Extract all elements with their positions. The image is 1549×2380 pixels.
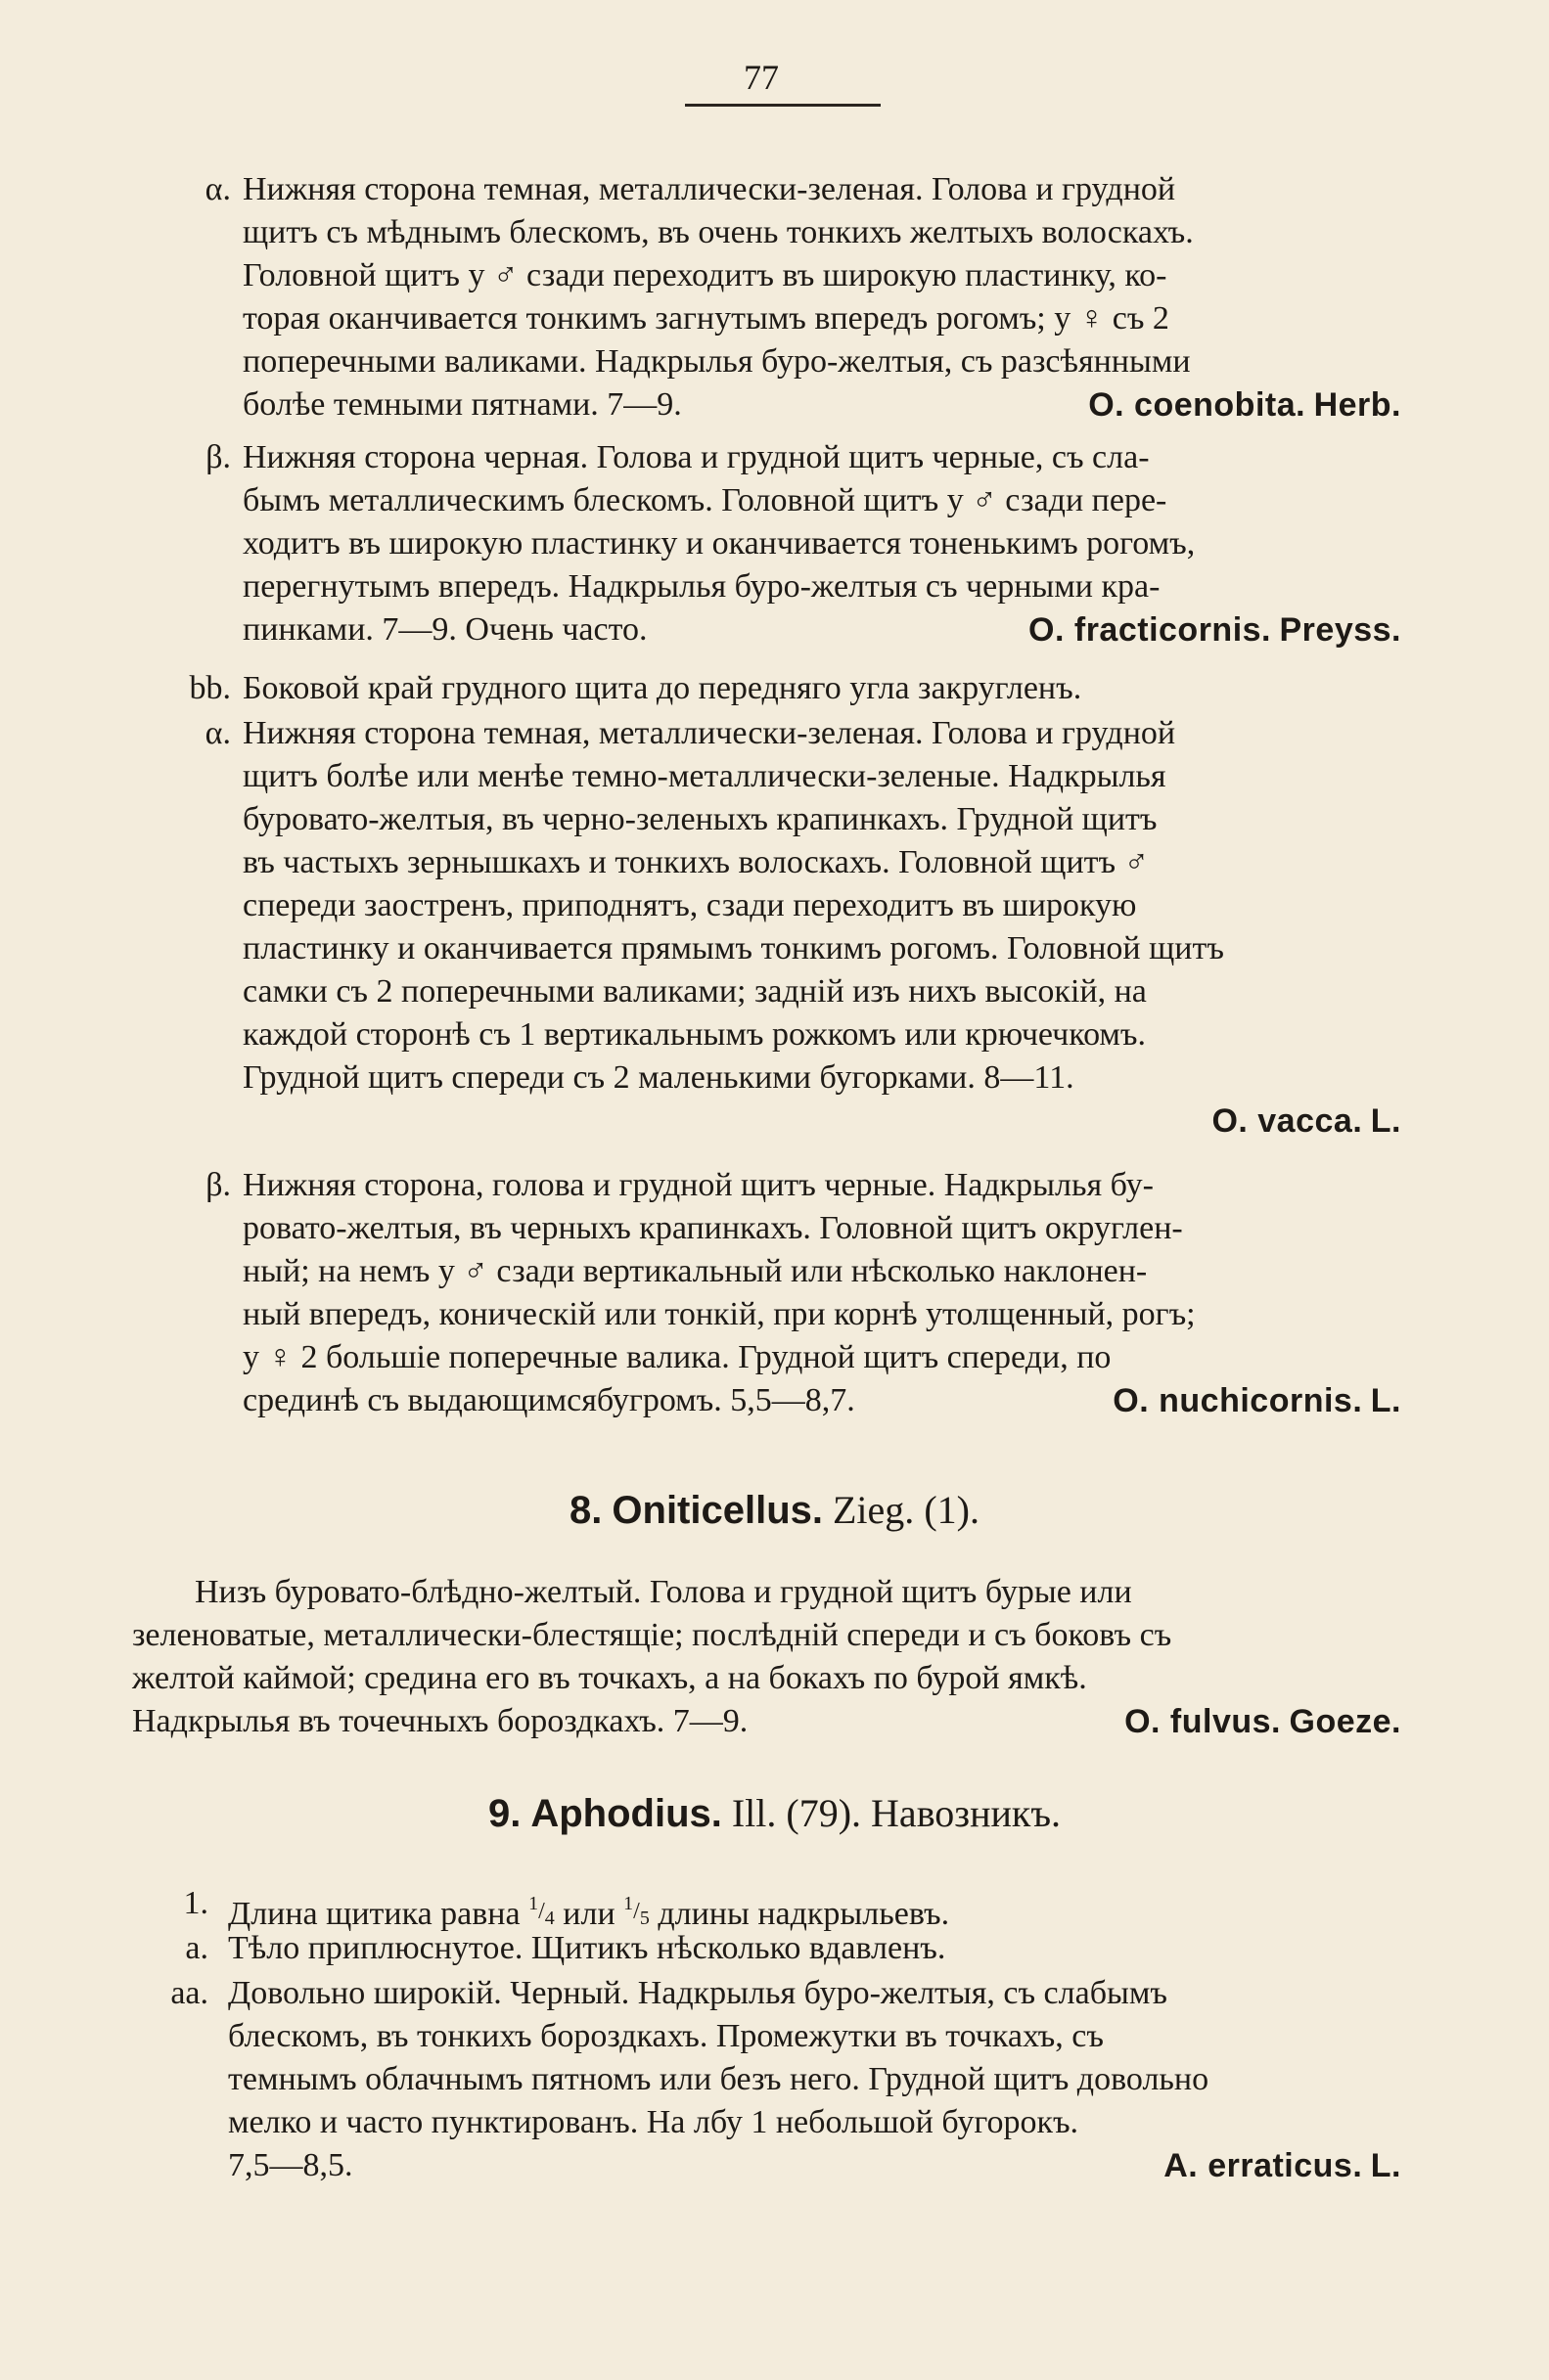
genus-name: Aphodius. [530,1792,722,1835]
text-line: Боковой край грудного щита до передняго угла закругленъ. [243,670,1082,706]
species-name: O. coenobita. Herb. [1088,386,1401,424]
vernacular-name: Навозникъ. [871,1791,1062,1835]
species-count: (1). [924,1488,980,1532]
key-step-aa [170,1972,1401,2188]
genus-heading-aphodius [0,1790,1549,1836]
couplet-beta-nuchicornis [205,1164,1401,1423]
text-line: мелко и часто пунктированъ. На лбу 1 небольшой бугорокъ. [228,2104,1079,2140]
couplet-alpha-vacca [205,712,1401,1144]
genus-author: Zieg. [833,1488,915,1532]
couplet-marker: α. [205,715,231,751]
text-line: 7,5—8,5. [228,2147,353,2183]
text-line: пинками. 7—9. Очень часто. [243,611,648,648]
key-step-a [185,1927,1401,1970]
text-line: срединѣ съ выдающимсябугромъ. 5,5—8,7. [243,1382,855,1418]
text-line: Нижняя сторона черная. Голова и грудной щитъ черные, съ сла- [243,439,1150,475]
text-line: у ♀ 2 большiе поперечные валика. Грудной щитъ спереди, по [243,1339,1112,1375]
text-line: Грудной щитъ спереди съ 2 маленькими бугорками. 8—11. [243,1059,1074,1096]
species-count: (79). [786,1791,862,1835]
couplet-ending [132,1700,1401,1744]
text-line: спереди заостренъ, приподнятъ, сзади переходитъ въ широкую [243,887,1137,923]
page-number: 77 [744,58,779,97]
text-line: зеленоватые, металлически-блестящiе; послѣднiй спереди и съ боковъ съ [132,1617,1172,1653]
species-name: A. erraticus. L. [1163,2147,1401,2184]
text-line: ходитъ въ широкую пластинку и оканчивается тоненькимъ рогомъ, [243,525,1196,561]
couplet-ending [228,2144,1401,2188]
text-line: Довольно широкiй. Черный. Надкрылья буро-желтыя, съ слабымъ [228,1975,1167,2011]
species-name: O. vacca. L. [1211,1102,1401,1140]
text-line: Нижняя сторона темная, металлически-зеленая. Голова и грудной [243,715,1176,751]
couplet-bb [189,667,1401,710]
species-name: O. fracticornis. Preyss. [1028,611,1401,649]
text-line: самки съ 2 поперечными валиками; заднiй изъ нихъ высокiй, на [243,973,1147,1010]
genus-number: 8. [569,1489,603,1532]
text-line: торая оканчивается тонкимъ загнутымъ впередъ рогомъ; у ♀ съ 2 [243,300,1169,337]
genus-description-oniticellus [132,1571,1401,1744]
text-line: Тѣло приплюснутое. Щитикъ нѣсколько вдавленъ. [228,1930,946,1966]
text-line: пластинку и оканчивается прямымъ тонкимъ рогомъ. Головной щитъ [243,930,1224,966]
couplet-marker: bb. [189,670,231,706]
text-line: темнымъ облачнымъ пятномъ или безъ него. Грудной щитъ довольно [228,2061,1209,2097]
couplet-ending [243,1379,1401,1423]
couplet-marker: β. [205,439,231,475]
fraction: $^1/_4$ [528,1893,555,1929]
couplet-marker: β. [205,1167,231,1203]
species-name: O. nuchicornis. L. [1113,1382,1401,1419]
text-line: ный; на немъ у ♂ сзади вертикальный или нѣсколько наклонен- [243,1253,1148,1289]
key-marker: a. [185,1930,208,1966]
fraction: $^1/_5$ [623,1893,650,1929]
text-line: Длина щитика равна $^1/_4$ или $^1/_5$ длины надкрыльевъ. [228,1893,950,1932]
text-line: ный впередъ, коническiй или тонкiй, при корнѣ утолщенный, рогъ; [243,1296,1196,1332]
genus-author: Ill. [731,1791,777,1835]
couplet-alpha-coenobita [205,168,1401,427]
text-line: щитъ болѣе или менѣе темно-металлически-зеленые. Надкрылья [243,758,1166,794]
species-name: O. fulvus. Goeze. [1124,1703,1401,1740]
text-line: щитъ съ мѣднымъ блескомъ, въ очень тонкихъ желтыхъ волоскахъ. [243,214,1194,250]
couplet-marker: α. [205,171,231,207]
text-line: буровато-желтыя, въ черно-зеленыхъ крапинкахъ. Грудной щитъ [243,801,1158,837]
text-line: каждой сторонѣ съ 1 вертикальнымъ рожкомъ или крючечкомъ. [243,1016,1147,1053]
genus-name: Oniticellus. [612,1489,823,1532]
couplet-beta-fracticornis [205,436,1401,652]
text-line: болѣе темными пятнами. 7—9. [243,386,682,423]
text-line: ровато-желтыя, въ черныхъ крапинкахъ. Головной щитъ округлен- [243,1210,1183,1246]
text-line: Нижняя сторона темная, металлически-зеленая. Голова и грудной [243,171,1176,207]
text-line: желтой каймой; средина его въ точкахъ, а на бокахъ по бурой ямкѣ. [132,1660,1087,1696]
genus-number: 9. [487,1792,522,1835]
text-line: Надкрылья въ точечныхъ бороздкахъ. 7—9. [132,1703,749,1739]
text-line: въ частыхъ зернышкахъ и тонкихъ волоскахъ. Головной щитъ ♂ [243,844,1150,880]
text-line: поперечными валиками. Надкрылья буро-желтыя, съ разсѣянными [243,343,1191,380]
couplet-ending [243,608,1401,652]
text-line: блескомъ, въ тонкихъ бороздкахъ. Промежутки въ точкахъ, съ [228,2018,1104,2054]
text-line: Нижняя сторона, голова и грудной щитъ черные. Надкрылья бу- [243,1167,1154,1203]
page-number-rule [685,104,881,107]
text-line: перегнутымъ впередъ. Надкрылья буро-желтыя съ черными кра- [243,568,1161,605]
key-marker: aa. [170,1975,208,2011]
couplet-ending [243,383,1401,427]
text-line: Головной щитъ у ♂ сзади переходитъ въ широкую пластинку, ко- [243,257,1167,293]
text-line: бымъ металлическимъ блескомъ. Головной щитъ у ♂ сзади пере- [243,482,1167,518]
text-line: Низъ буровато-блѣдно-желтый. Голова и грудной щитъ бурые или [195,1574,1132,1610]
genus-heading-oniticellus [0,1487,1549,1533]
key-marker: 1. [183,1885,208,1921]
